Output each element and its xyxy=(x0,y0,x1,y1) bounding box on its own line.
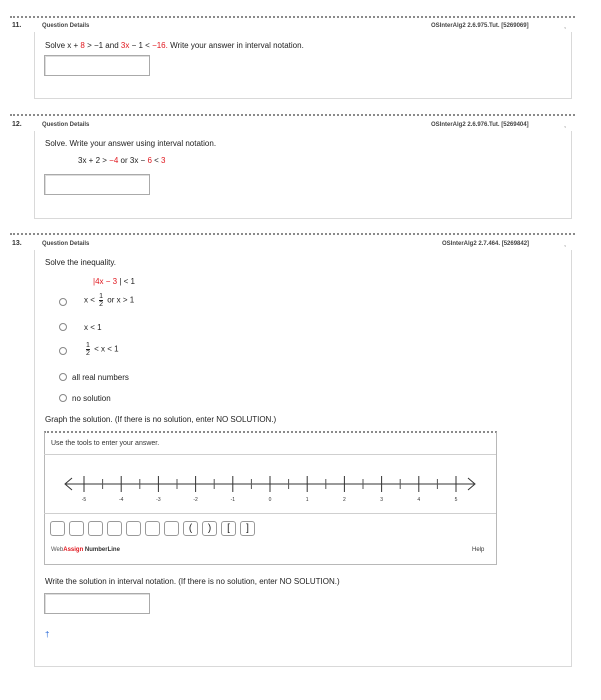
webassign-logo xyxy=(51,547,120,553)
fraction-denominator: 2 xyxy=(99,301,104,308)
stmt-text: − 1 < xyxy=(131,41,150,50)
separator xyxy=(10,114,575,116)
stmt-text: Solve x + xyxy=(45,41,79,50)
chevron-down-icon[interactable]: ˯ xyxy=(564,22,567,29)
logo-text: Web xyxy=(51,547,64,553)
option-radio[interactable] xyxy=(59,373,67,381)
tool-closed-point[interactable] xyxy=(50,521,65,536)
tool-ray-left[interactable] xyxy=(107,521,122,536)
tick-label: -1 xyxy=(230,497,236,503)
option-radio[interactable] xyxy=(59,298,67,306)
help-link[interactable]: Help xyxy=(472,547,485,553)
stmt-text: < xyxy=(154,156,159,165)
tick-label: 4 xyxy=(417,497,421,503)
tool-segment[interactable] xyxy=(88,521,103,536)
footnote-link[interactable]: † xyxy=(45,630,50,639)
fraction xyxy=(86,342,90,357)
compound-inequality xyxy=(78,156,166,165)
number-line[interactable] xyxy=(60,470,480,504)
stmt-text: Write your answer in interval notation. xyxy=(170,41,304,50)
divider xyxy=(44,513,496,514)
tool-open-left-bracket[interactable]: ( xyxy=(183,521,198,536)
option-text: x < xyxy=(84,295,95,305)
question-reference: OSInterAlg2 2.7.464. [5269842] xyxy=(442,241,530,247)
option-radio[interactable] xyxy=(59,394,67,402)
option-text: < x < 1 xyxy=(94,344,119,354)
interval-prompt: Write the solution in interval notation. (If there is no solution, enter NO SOLUTION.) xyxy=(45,577,340,586)
graph-prompt: Graph the solution. (If there is no solution, enter NO SOLUTION.) xyxy=(45,415,277,424)
logo-text: NumberLine xyxy=(84,547,120,553)
fraction-denominator: 2 xyxy=(86,350,90,357)
option-label xyxy=(84,342,119,357)
option-text: or x > 1 xyxy=(107,295,135,305)
answer-input[interactable] xyxy=(44,174,150,195)
tool-no-solution[interactable] xyxy=(164,521,179,536)
numberline-header: Use the tools to enter your answer. xyxy=(51,440,160,447)
numberline-toolbar xyxy=(50,521,255,536)
divider xyxy=(44,454,496,455)
question-instruction: Solve the inequality. xyxy=(45,258,117,267)
tick-label: 2 xyxy=(343,497,346,503)
stmt-text: > −1 and xyxy=(87,41,119,50)
question-statement xyxy=(45,41,304,50)
tool-open-point[interactable] xyxy=(69,521,84,536)
stmt-value: 6 xyxy=(147,156,152,165)
question-reference: OSInterAlg2 2.6.976.Tut. [5269404] xyxy=(431,122,529,128)
tick-label: -3 xyxy=(156,497,161,503)
option-label: no solution xyxy=(72,394,111,403)
tool-ray-right[interactable] xyxy=(126,521,141,536)
tick-label: -5 xyxy=(81,497,87,503)
option-radio[interactable] xyxy=(59,323,67,331)
stmt-text: | < 1 xyxy=(119,277,135,286)
question-details-label: Question Details xyxy=(42,122,90,128)
question-details-label: Question Details xyxy=(42,241,90,247)
fraction-numerator: 1 xyxy=(99,293,104,300)
option-label: all real numbers xyxy=(72,373,129,382)
option-radio[interactable] xyxy=(59,347,67,355)
question-reference: OSInterAlg2 2.6.975.Tut. [5269069] xyxy=(431,23,529,29)
stmt-value: −16. xyxy=(152,41,168,50)
stmt-text: 3x + 2 > xyxy=(78,156,107,165)
question-instruction: Solve. Write your answer using interval notation. xyxy=(45,139,217,148)
chevron-down-icon[interactable]: ˯ xyxy=(564,121,567,128)
fraction-numerator: 1 xyxy=(86,342,90,349)
tick-label: 5 xyxy=(454,497,458,503)
question-details-label: Question Details xyxy=(42,23,90,29)
tick-label: 0 xyxy=(268,497,272,503)
separator xyxy=(10,16,575,18)
stmt-value: 8 xyxy=(80,41,85,50)
tick-label: 1 xyxy=(305,497,309,503)
stmt-value: |4x − xyxy=(93,277,111,286)
question-number: 11. xyxy=(12,22,22,29)
tool-open-right-bracket[interactable]: ) xyxy=(202,521,217,536)
question-number: 12. xyxy=(12,121,22,128)
option-label xyxy=(84,293,134,308)
stmt-text: 3x − xyxy=(129,156,146,165)
fraction xyxy=(99,293,103,308)
answer-input[interactable] xyxy=(44,55,150,76)
absolute-value-inequality xyxy=(93,277,135,286)
chevron-down-icon[interactable]: ˯ xyxy=(564,240,567,247)
stmt-text: or xyxy=(120,156,128,165)
option-label: x < 1 xyxy=(84,323,102,332)
tool-line[interactable] xyxy=(145,521,160,536)
tick-label: -4 xyxy=(118,497,124,503)
separator xyxy=(10,233,575,235)
stmt-value: 3 xyxy=(112,277,118,286)
tick-label: -2 xyxy=(193,497,198,503)
tool-closed-right-bracket[interactable]: ] xyxy=(240,521,255,536)
stmt-value: 3x xyxy=(120,41,130,50)
tick-label: 3 xyxy=(380,497,383,503)
logo-text: Assign xyxy=(63,547,84,553)
tool-closed-left-bracket[interactable]: [ xyxy=(221,521,236,536)
answer-input[interactable] xyxy=(44,593,150,614)
stmt-value: −4 xyxy=(109,156,119,165)
question-number: 13. xyxy=(12,240,22,247)
stmt-value: 3 xyxy=(161,156,166,165)
